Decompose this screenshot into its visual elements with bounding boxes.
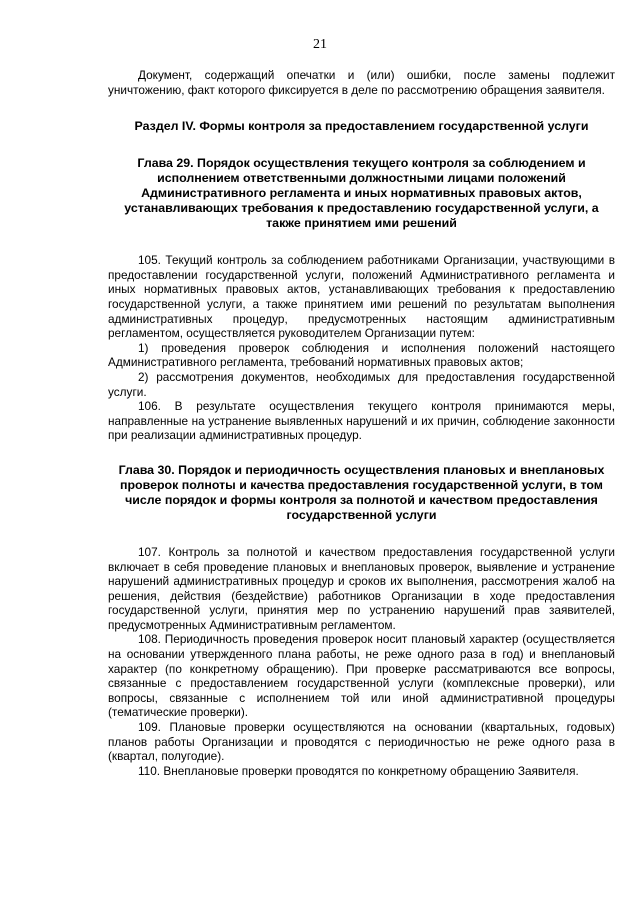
paragraph-105: 105. Текущий контроль за соблюдением работниками Организации, участвующими в предоставлении государственной услуги, положений Административного регламента и иных нормативных правовых актов, устанавливающих требования к предоставлению государственной услуги, а также принятием ими решений по результатам выполнения административных процедур, предусмотренных настоящим административным регламентом, осуществляется руководителем Организации путем: xyxy=(108,253,615,341)
paragraph-107: 107. Контроль за полнотой и качеством предоставления государственной услуги включает в себя проведение плановых и внеплановых проверок, выявление и устранение нарушений административных процедур и сроков их выполнения, рассмотрения жалоб на решения, действия (бездействие) работников Организации в ходе предоставления государственной услуги, принятия мер по устранению нарушений прав заявителей, предусмотренных Административным регламентом. xyxy=(108,544,615,632)
page-number: 21 xyxy=(313,37,327,52)
paragraph-106: 106. В результате осуществления текущего контроля принимаются меры, направленные на устранение выявленных нарушений и их причин, соблюдение законности при реализации административных процедур. xyxy=(108,399,615,443)
section-title: Раздел IV. Формы контроля за предоставлением государственной услуги xyxy=(134,119,589,134)
paragraph-109: 109. Плановые проверки осуществляются на основании (квартальных, годовых) планов работы Организации и проводятся с периодичностью не реже одного раза в (квартал, полугодие). xyxy=(108,720,615,764)
list-item-2: 2) рассмотрения документов, необходимых для предоставления государственной услуги. xyxy=(108,369,615,399)
page-content xyxy=(108,0,615,778)
paragraph-108: 108. Периодичность проведения проверок носит плановый характер (осуществляется на основании утвержденного плана работы, не реже одного раза в год) и внеплановый характер (по конкретному обращению). При проверке рассматриваются все вопросы, связанные с предоставлением государственной услуги (комплексные проверки), или вопросы, связанные с исполнением той или иной административной процедуры (тематические проверки). xyxy=(108,632,615,720)
paragraph-110: 110. Внеплановые проверки проводятся по конкретному обращению Заявителя. xyxy=(138,763,579,778)
intro-paragraph: Документ, содержащий опечатки и (или) ошибки, после замены подлежит уничтожению, факт которого фиксируется в деле по рассмотрению обращения заявителя. xyxy=(108,68,615,97)
chapter-30-title: Глава 30. Порядок и периодичность осуществления плановых и внеплановых проверок полноты и качества предоставления государственной услуги, в том числе порядок и формы контроля за полнотой и качеством предоставления государственной услуги xyxy=(118,462,605,522)
list-item-1: 1) проведения проверок соблюдения и исполнения положений настоящего Административного регламента, требований нормативных правовых актов; xyxy=(108,340,615,370)
chapter-29-title: Глава 29. Порядок осуществления текущего контроля за соблюдением и исполнением ответственными должностными лицами положений Административного регламента и иных нормативных правовых актов, устанавливающих требования к предоставлению государственной услуги, а также принятием ими решений xyxy=(124,156,599,231)
